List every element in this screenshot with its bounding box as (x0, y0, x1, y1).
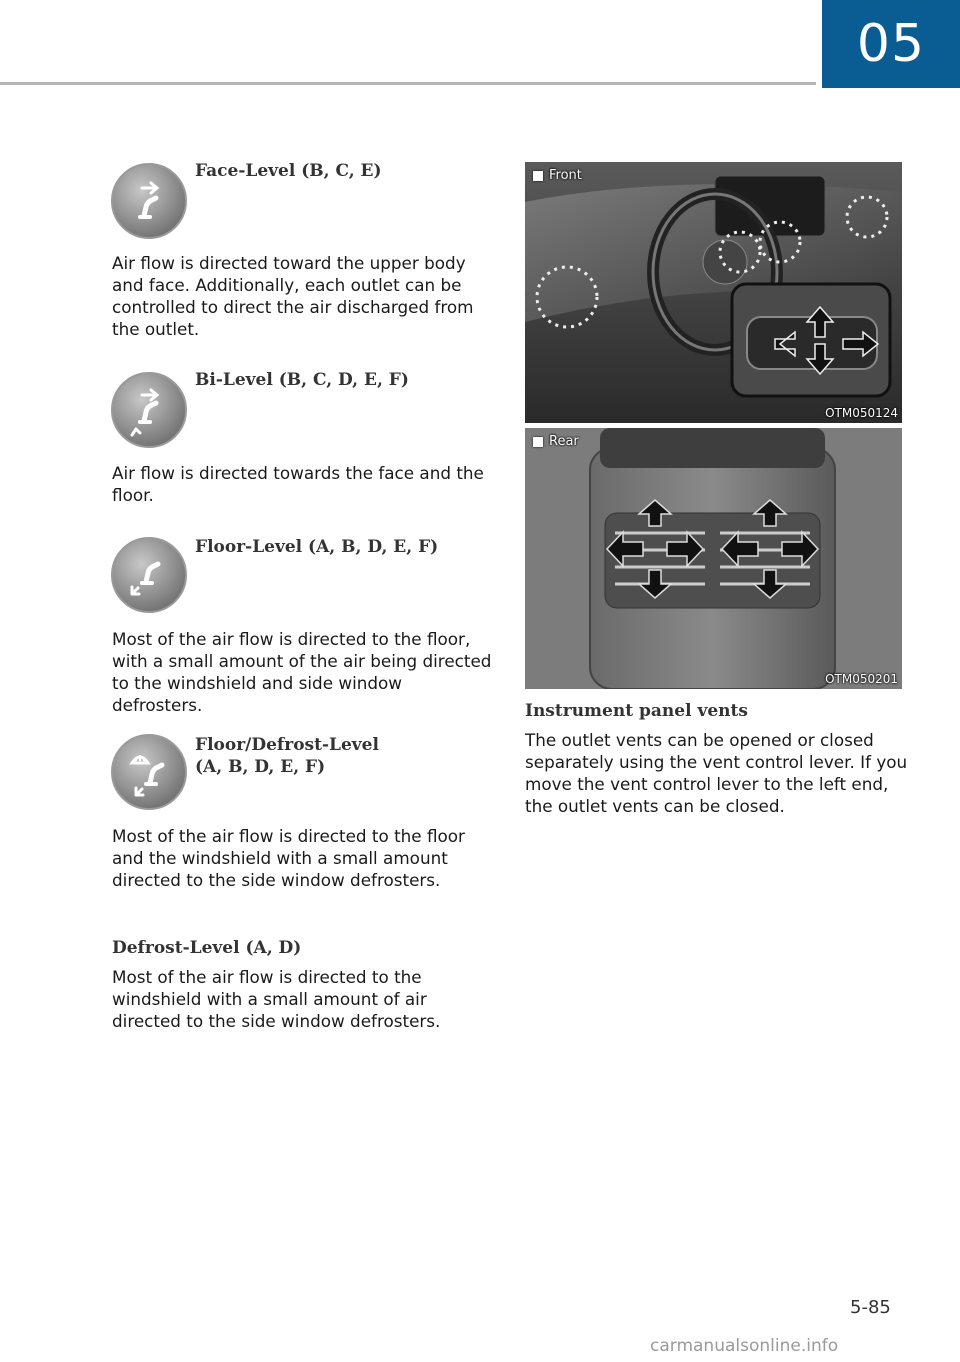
floor-level-title: Floor-Level (A, B, D, E, F) (195, 537, 439, 557)
face-level-title: Face-Level (B, C, E) (195, 161, 382, 181)
rear-vents-photo (525, 428, 902, 689)
floor-defrost-title-line2: (A, B, D, E, F) (195, 757, 326, 777)
front-dashboard-illustration (525, 162, 902, 423)
floor-defrost-icon (110, 733, 188, 811)
watermark: carmanualsonline.info (650, 1336, 839, 1356)
front-vents-photo (525, 162, 902, 423)
bi-level-icon (110, 371, 188, 449)
rear-console-illustration (525, 428, 902, 689)
defrost-level-text: Most of the air flow is directed to the windshield with a small amount of air directed to the side window defrosters. (112, 967, 441, 1031)
square-bullet-icon (533, 437, 543, 447)
header-rule (0, 82, 816, 85)
floor-defrost-text: Most of the air flow is directed to the floor and the windshield with a small amount directed to the side window defrosters. (112, 826, 465, 890)
defrost-level-title: Defrost-Level (A, D) (112, 938, 302, 958)
floor-defrost-title-line1: Floor/Defrost-Level (195, 735, 379, 755)
square-bullet-icon (533, 171, 543, 181)
face-level-text: Air flow is directed toward the upper body and face. Additionally, each outlet can be controlled to direct the air discharged from the outlet. (112, 253, 474, 339)
floor-level-icon (110, 536, 188, 614)
rear-photo-label: Rear (533, 434, 579, 449)
front-photo-label: Front (533, 168, 582, 183)
bi-level-text: Air flow is directed towards the face and the floor. (112, 463, 484, 505)
rear-photo-code: OTM050201 (825, 672, 898, 686)
floor-defrost-title (195, 734, 379, 778)
page-number: 5-85 (850, 1297, 891, 1318)
floor-level-text: Most of the air flow is directed to the floor, with a small amount of the air being directed to the windshield and side window defrosters. (112, 629, 492, 715)
bi-level-title: Bi-Level (B, C, D, E, F) (195, 370, 409, 390)
face-level-icon (110, 162, 188, 240)
chapter-tab: 05 (822, 0, 960, 88)
front-photo-code: OTM050124 (825, 406, 898, 420)
vents-title: Instrument panel vents (525, 701, 748, 721)
vents-text: The outlet vents can be opened or closed separately using the vent control lever. If you move the vent control lever to the left end, the outlet vents can be closed. (525, 730, 908, 816)
